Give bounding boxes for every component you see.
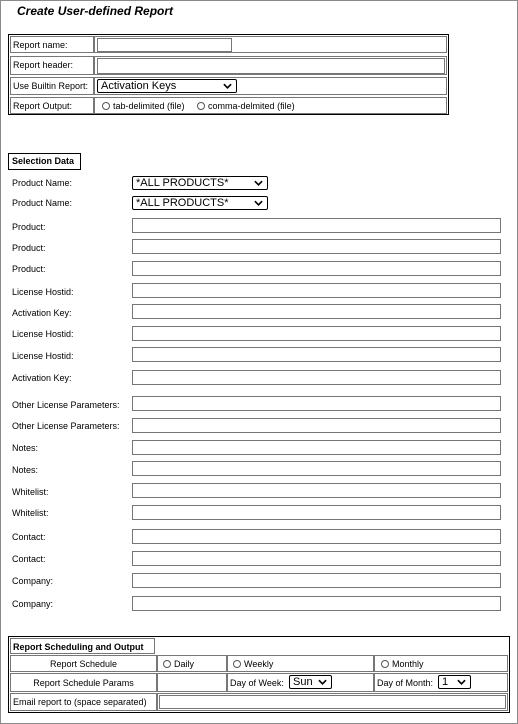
field-label: Notes: [12,443,39,453]
chevron-down-icon [457,678,466,686]
chevron-down-icon [254,179,263,187]
field-label: Whitelist: [12,508,49,518]
field-input-company-2[interactable] [132,596,501,611]
field-label: Activation Key: [12,373,72,383]
radio-icon[interactable] [381,660,389,668]
field-input-license-hostid-3[interactable] [132,347,501,362]
builtin-report-select[interactable] [97,79,237,93]
day-of-month-select[interactable]: 1 [438,675,471,689]
scheduling-header: Report Scheduling and Output [10,638,155,654]
field-label: Product: [12,222,46,232]
report-header-label: Report header: [10,56,94,75]
schedule-params-empty-cell [157,673,227,692]
radio-icon[interactable] [197,102,205,110]
output-tab-option[interactable]: tab-delimited (file) [102,101,185,111]
day-of-week-select[interactable]: Sun [289,675,332,689]
field-input-activation-key-1[interactable] [132,304,501,319]
product-name-label-1: Product Name: [12,178,73,188]
builtin-report-label: Use Builtin Report: [10,77,94,95]
field-label: Company: [12,576,54,586]
field-input-product-3[interactable] [132,261,501,276]
chevron-down-icon [318,678,327,686]
report-header-input[interactable] [97,58,445,74]
field-input-notes-1[interactable] [132,440,501,455]
schedule-params-label: Report Schedule Params [10,673,157,692]
field-label: Whitelist: [12,487,49,497]
product-name-label-2: Product Name: [12,198,73,208]
product-name-select-1[interactable]: *ALL PRODUCTS* [132,176,268,190]
field-input-other-license-params-1[interactable] [132,396,501,411]
radio-icon[interactable] [233,660,241,668]
report-output-label: Report Output: [10,97,94,114]
field-input-whitelist-1[interactable] [132,483,501,498]
page-title: Create User-defined Report [17,4,174,18]
field-input-company-1[interactable] [132,573,501,588]
field-input-product-1[interactable] [132,218,501,233]
email-report-label: Email report to (space separated) [10,693,157,711]
field-label: License Hostid: [12,351,74,361]
field-input-license-hostid-1[interactable] [132,283,501,298]
selection-data-header: Selection Data [12,156,75,166]
field-input-whitelist-2[interactable] [132,505,501,520]
field-label: Other License Parameters: [12,421,120,431]
schedule-weekly-cell[interactable]: Weekly [227,655,374,672]
day-of-month-label: Day of Month: [377,678,434,688]
field-input-contact-1[interactable] [132,529,501,544]
field-label: Notes: [12,465,39,475]
field-input-activation-key-2[interactable] [132,370,501,385]
field-label: Other License Parameters: [12,400,120,410]
chevron-down-icon [223,82,232,90]
field-label: Company: [12,599,54,609]
builtin-report-value: Activation Keys [101,80,177,92]
report-schedule-label: Report Schedule [10,655,157,672]
report-name-label: Report name: [10,36,94,53]
field-label: Contact: [12,532,46,542]
field-label: License Hostid: [12,329,74,339]
report-output-cell [94,97,447,114]
schedule-daily-cell[interactable]: Daily [157,655,227,672]
radio-icon[interactable] [163,660,171,668]
product-name-select-2[interactable]: *ALL PRODUCTS* [132,196,268,210]
field-input-other-license-params-2[interactable] [132,418,501,433]
field-input-notes-2[interactable] [132,461,501,476]
field-label: Product: [12,264,46,274]
field-input-product-2[interactable] [132,239,501,254]
email-report-input[interactable] [159,695,506,709]
radio-icon[interactable] [102,102,110,110]
chevron-down-icon [254,199,263,207]
day-of-week-label: Day of Week: [230,678,284,688]
field-input-contact-2[interactable] [132,551,501,566]
field-label: Activation Key: [12,308,72,318]
output-comma-option[interactable]: comma-delmited (file) [197,101,295,111]
field-input-license-hostid-2[interactable] [132,326,501,341]
field-label: License Hostid: [12,287,74,297]
field-label: Contact: [12,554,46,564]
field-label: Product: [12,243,46,253]
schedule-monthly-cell[interactable]: Monthly [374,655,508,672]
report-name-input[interactable] [97,38,232,52]
